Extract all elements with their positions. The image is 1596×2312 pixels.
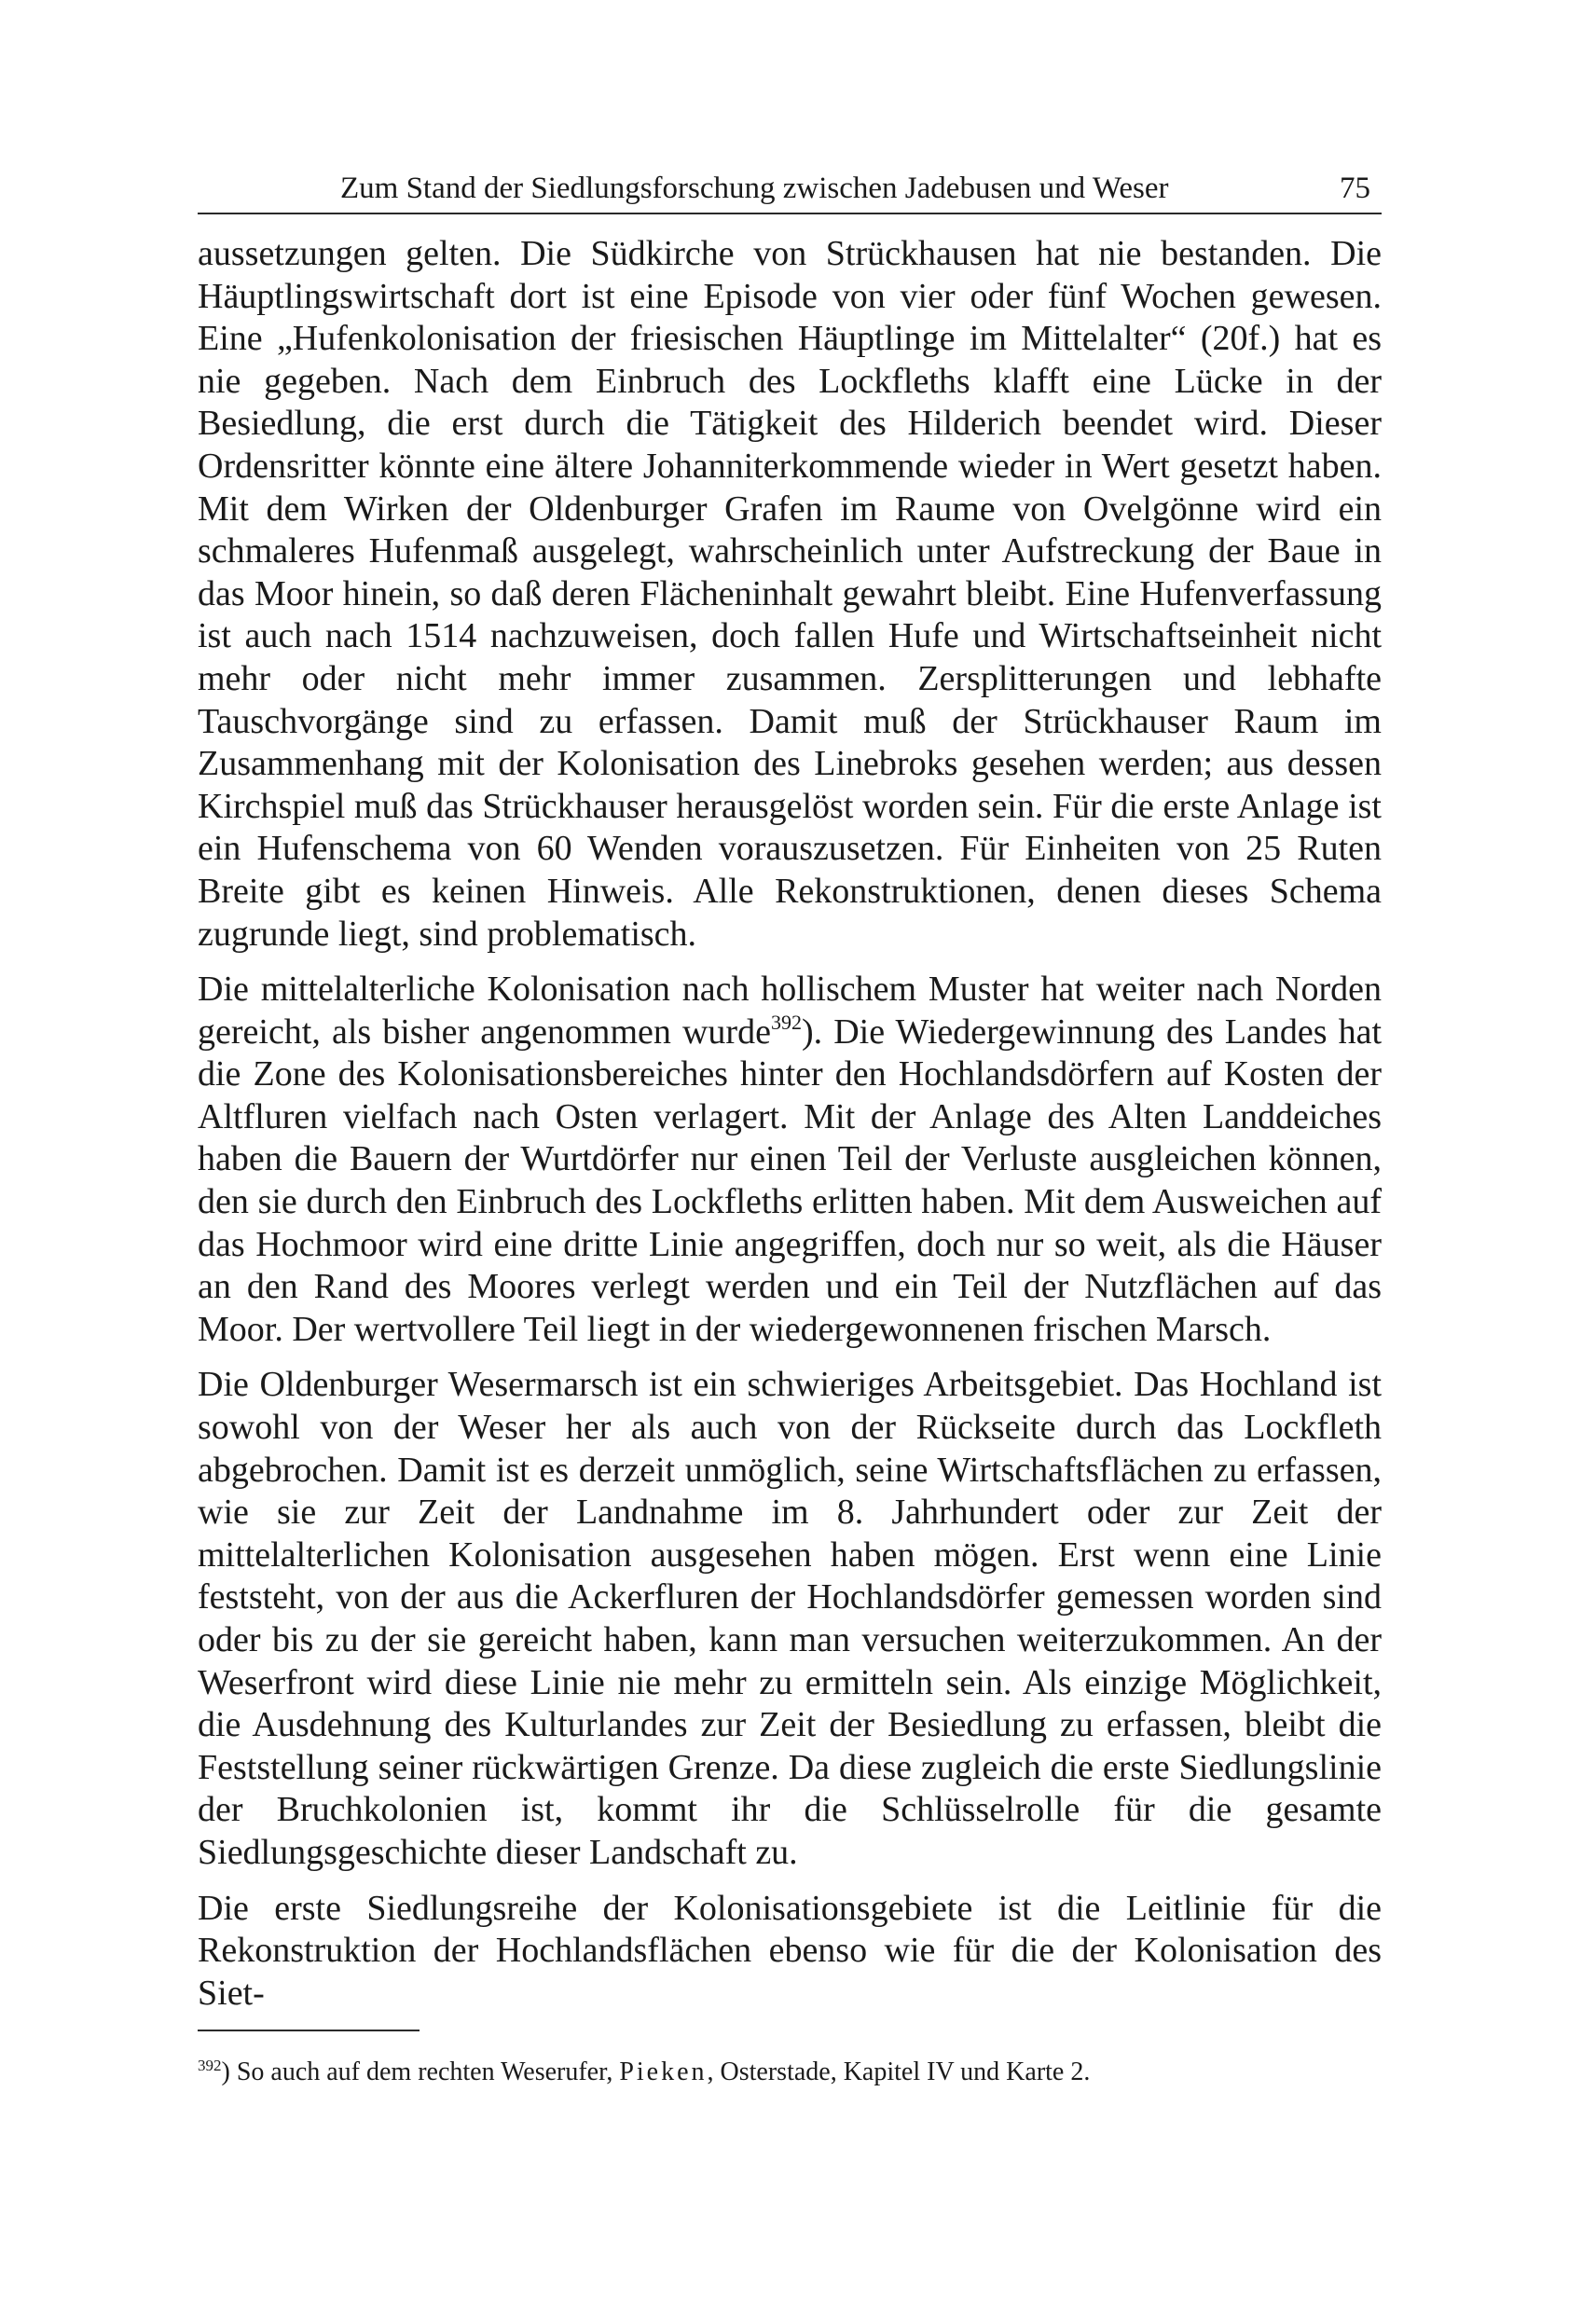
running-title: Zum Stand der Siedlungsforschung zwischen Jadebusen und Weser <box>340 172 1169 205</box>
footnote-author-name: Pieken <box>619 2057 708 2087</box>
paragraph-4: Die erste Siedlungsreihe der Kolonisationsgebiete ist die Leitlinie für die Rekonstruktion der Hochlandsflächen ebenso wie für die der Kolonisation des Siet- <box>198 1888 1382 2013</box>
footnote-text-after: , Osterstade, Kapitel IV und Karte 2. <box>707 2057 1091 2087</box>
page-number: 75 <box>1340 172 1370 205</box>
paragraph-2 <box>198 969 1382 1351</box>
footnote-divider <box>198 2030 420 2031</box>
footnote-392 <box>198 2056 1382 2089</box>
book-page <box>198 168 1382 2265</box>
running-head <box>198 168 1382 214</box>
paragraph-3: Die Oldenburger Wesermarsch ist ein schwieriges Arbeitsgebiet. Das Hochland ist sowohl von der Weser her als auch von der Rückseite durch das Lockfleth abgebrochen. Damit ist es derzeit unmöglich, seine Wirtschaftsflächen zu erfassen, wie sie zur Zeit der Landnahme im 8. Jahrhundert oder zur Zeit der mittelalterlichen Kolonisation ausgesehen haben mögen. Erst wenn eine Linie feststeht, von der aus die Ackerfluren der Hochlandsdörfer gemessen worden sind oder bis zu der sie gereicht haben, kann man versuchen weiterzukommen. An der Weserfront wird diese Linie nie mehr zu ermitteln sein. Als einzige Möglichkeit, die Ausdehnung des Kulturlandes zur Zeit der Besiedlung zu erfassen, bleibt die Feststellung seiner rückwärtigen Grenze. Da diese zugleich die erste Siedlungslinie der Bruchkolonien ist, kommt ihr die Schlüsselrolle für die gesamte Siedlungsgeschichte dieser Landschaft zu. <box>198 1365 1382 1872</box>
footnote-reference-392[interactable]: 392 <box>770 1010 802 1034</box>
footnote-text-before: So auch auf dem rechten Weserufer, <box>229 2057 620 2087</box>
paragraph-2-text-after: ). Die Wiedergewinnung des Landes hat die Zone des Kolonisationsbereiches hinter den Hochlandsdörfern auf Kosten der Altfluren vielfach nach Osten verlagert. Mit der Anlage des Alten Landdeiches haben die Bauern der Wurtdörfer nur einen Teil der Verluste ausgleichen können, den sie durch den Einbruch des Lockfleths erlitten haben. Mit dem Ausweichen auf das Hochmoor wird eine dritte Linie angegriffen, doch nur so weit, als die Häuser an den Rand des Moores verlegt werden und ein Teil der Nutzflächen auf das Moor. Der wertvollere Teil liegt in der wiedergewonnenen frischen Marsch. <box>198 1012 1382 1349</box>
paragraph-1: aussetzungen gelten. Die Südkirche von Strückhausen hat nie bestanden. Die Häuptlingswirtschaft dort ist eine Episode von vier oder fünf Wochen gewesen. Eine „Hufenkolonisation der friesischen Häuptlinge im Mittelalter“ (20f.) hat es nie gegeben. Nach dem Einbruch des Lockfleths klafft eine Lücke in der Besiedlung, die erst durch die Tätigkeit des Hilderich beendet wird. Dieser Ordensritter könnte eine ältere Johanniterkommende wieder in Wert gesetzt haben. Mit dem Wirken der Oldenburger Grafen im Raume von Ovelgönne wird ein schmaleres Hufenmaß ausgelegt, wahrscheinlich unter Aufstreckung der Baue in das Moor hinein, so daß deren Flächeninhalt gewahrt bleibt. Eine Hufenverfassung ist auch nach 1514 nachzuweisen, doch fallen Hufe und Wirtschaftseinheit nicht mehr oder nicht mehr immer zusammen. Zersplitterungen und lebhafte Tauschvorgänge sind zu erfassen. Damit muß der Strückhauser Raum im Zusammenhang mit der Kolonisation des Linebroks gesehen werden; aus dessen Kirchspiel muß das Strückhauser herausgelöst worden sein. Für die erste Anlage ist ein Hufenschema von 60 Wenden vorauszusetzen. Für Einheiten von 25 Ruten Breite gibt es keinen Hinweis. Alle Rekonstruktionen, denen dieses Schema zugrunde liegt, sind problematisch. <box>198 234 1382 954</box>
footnote-mark-close: ) <box>221 2057 230 2087</box>
body-text <box>198 233 1382 2015</box>
paragraph-2-text-before: Die mittelalterliche Kolonisation nach hollischem Muster hat weiter nach Norden gereicht, als bisher angenommen wurde <box>198 970 1382 1052</box>
footnote-mark: 392 <box>198 2057 222 2075</box>
